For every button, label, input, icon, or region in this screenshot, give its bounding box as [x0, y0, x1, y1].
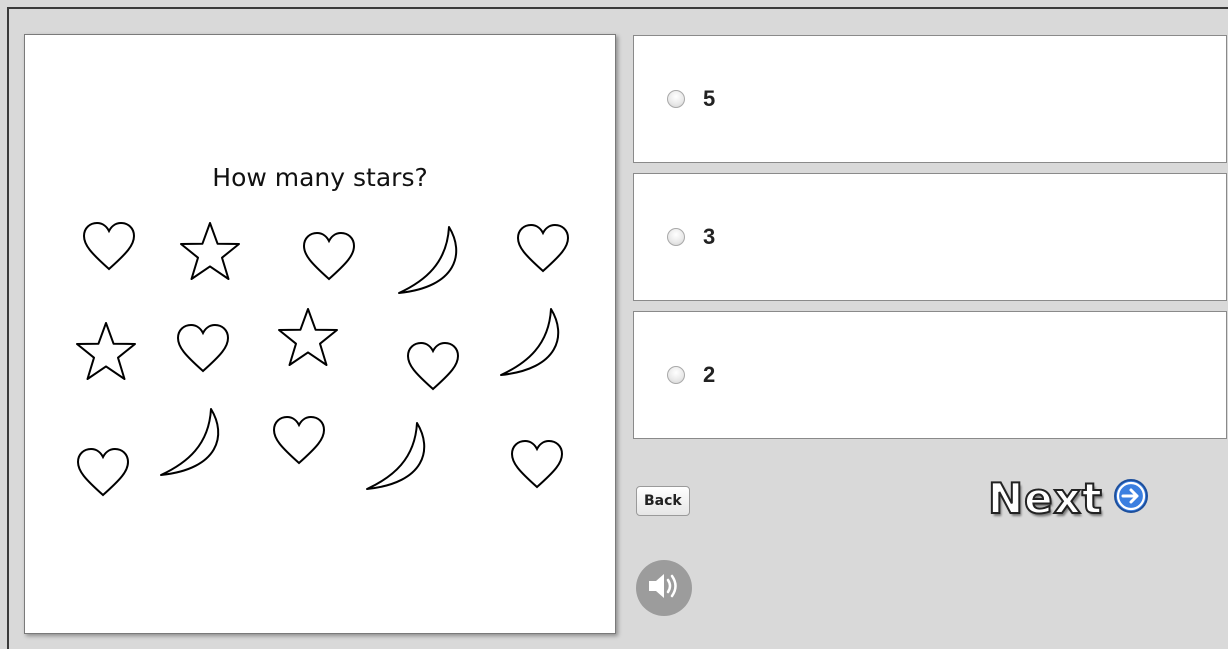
arrow-right-circle-icon [1113, 478, 1149, 518]
moon-icon [159, 407, 231, 479]
answer-radio[interactable] [667, 90, 685, 108]
answer-label: 3 [703, 224, 716, 249]
moon-icon [365, 421, 437, 493]
heart-icon [515, 223, 571, 275]
answer-radio[interactable] [667, 228, 685, 246]
moon-icon [499, 307, 571, 379]
back-button[interactable]: Back [636, 486, 690, 516]
heart-icon [405, 341, 461, 393]
shape-grid [25, 35, 617, 635]
next-button[interactable] [988, 468, 1149, 528]
star-icon [277, 307, 339, 367]
heart-icon [75, 447, 131, 499]
speaker-icon [646, 571, 682, 605]
answer-label: 2 [703, 362, 716, 387]
star-icon [75, 321, 137, 381]
heart-icon [81, 221, 137, 273]
moon-icon [397, 225, 469, 297]
star-icon [179, 221, 241, 281]
answer-label: 5 [703, 86, 716, 111]
answer-option-1[interactable] [633, 35, 1227, 163]
answer-radio[interactable] [667, 366, 685, 384]
question-card [24, 34, 616, 634]
heart-icon [175, 323, 231, 375]
heart-icon [509, 439, 565, 491]
heart-icon [301, 231, 357, 283]
heart-icon [271, 415, 327, 467]
sound-button[interactable] [636, 560, 692, 616]
answer-option-2[interactable] [633, 173, 1227, 301]
question-text: How many stars? [212, 163, 428, 192]
next-label: Next [988, 473, 1103, 523]
answer-option-3[interactable] [633, 311, 1227, 439]
